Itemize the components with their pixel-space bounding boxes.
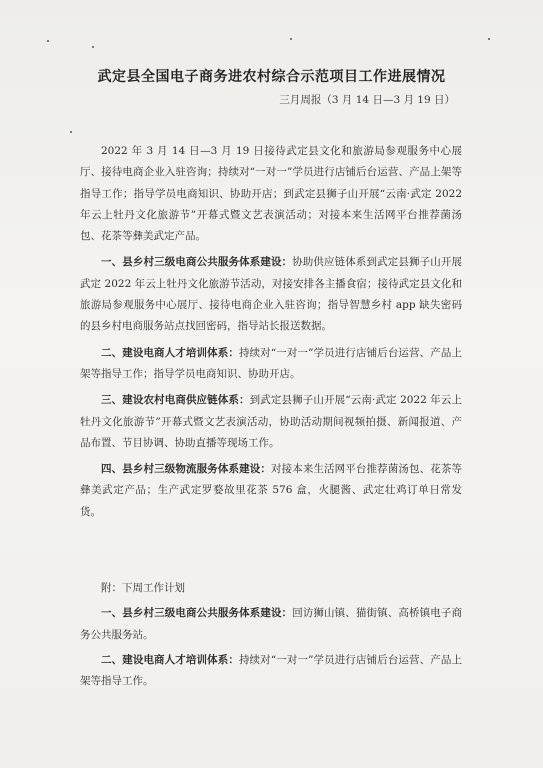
- appendix-heading: 附：下周工作计划: [101, 582, 185, 594]
- plan-item-heading: 二、建设电商人才培训体系：: [101, 653, 239, 666]
- plan-item: [80, 603, 462, 646]
- document-title: 武定县全国电子商务进农村综合示范项目工作进展情况: [97, 69, 446, 85]
- section-paragraph: [80, 390, 462, 454]
- report-body: [80, 141, 462, 528]
- section-text: 到武定县狮子山开展“云南·武定 2022 年云上牡丹文化旅游节”开幕式暨文艺表演活动，协助活动期间视频拍摄、新闻报道、产品布置、节目协调、协助直播等现场工作。: [80, 394, 462, 449]
- section-text: 协助供应链体系到武定县狮子山开展武定 2022 年云上牡丹文化旅游节活动，对接安排各主播食宿；接待武定县文化和旅游局参观服务中心展厅、接待电商企业入驻咨询；指导智慧乡村 app 缺失密码的县乡村电商服务站点找回密码，指导站长报送数据。: [80, 256, 463, 333]
- scan-speck: [488, 38, 490, 40]
- section-text: 持续对“一对一”学员进行店铺后台运营、产品上架等指导工作；指导学员电商知识、协助开店。: [80, 346, 462, 380]
- scan-speck: [92, 46, 94, 48]
- section-text: 对接本来生活网平台推荐菌汤包、花茶等彝美武定产品；生产武定罗婺故里花茶 576 盒，火腿酱、武定壮鸡订单日常发货。: [80, 463, 463, 518]
- plan-item-text: 持续对“一对一”学员进行店铺后台运营、产品上架等指导工作。: [80, 653, 462, 688]
- plan-item-heading: 一、县乡村三级电商公共服务体系建设：: [101, 607, 293, 620]
- document-subtitle: 三月周报（3 月 14 日—3 月 19 日）: [279, 94, 455, 106]
- section-heading: 三、建设农村电商供应链体系：: [101, 394, 250, 407]
- intro-paragraph: 2022 年 3 月 14 日—3 月 19 日接待武定县文化和旅游局参观服务中心展厅、接待电商企业入驻咨询；持续对“一对一”学员进行店铺后台运营、产品上架等指导工作；指导学员电商知识、协助开店；到武定县狮子山开展“云南·武定 2022 年云上牡丹文化旅游节”开幕式暨文艺表演活动；对接本来生活网平台推荐菌汤包、花茶等彝美武定产品。: [80, 145, 462, 243]
- scan-speck: [290, 38, 292, 40]
- next-week-plan: [80, 578, 462, 696]
- scan-speck: [47, 40, 49, 42]
- section-heading: 四、县乡村三级物流服务体系建设：: [101, 463, 271, 476]
- section-heading: 一、县乡村三级电商公共服务体系建设：: [101, 256, 293, 269]
- plan-item: [80, 650, 462, 693]
- plan-item-text: 回访狮山镇、猫街镇、高桥镇电子商务公共服务站。: [80, 607, 463, 641]
- section-paragraph: [80, 252, 462, 337]
- scan-speck: [70, 131, 72, 133]
- section-paragraph: [80, 459, 462, 523]
- section-heading: 二、建设电商人才培训体系：: [101, 346, 239, 359]
- section-paragraph: [80, 343, 462, 386]
